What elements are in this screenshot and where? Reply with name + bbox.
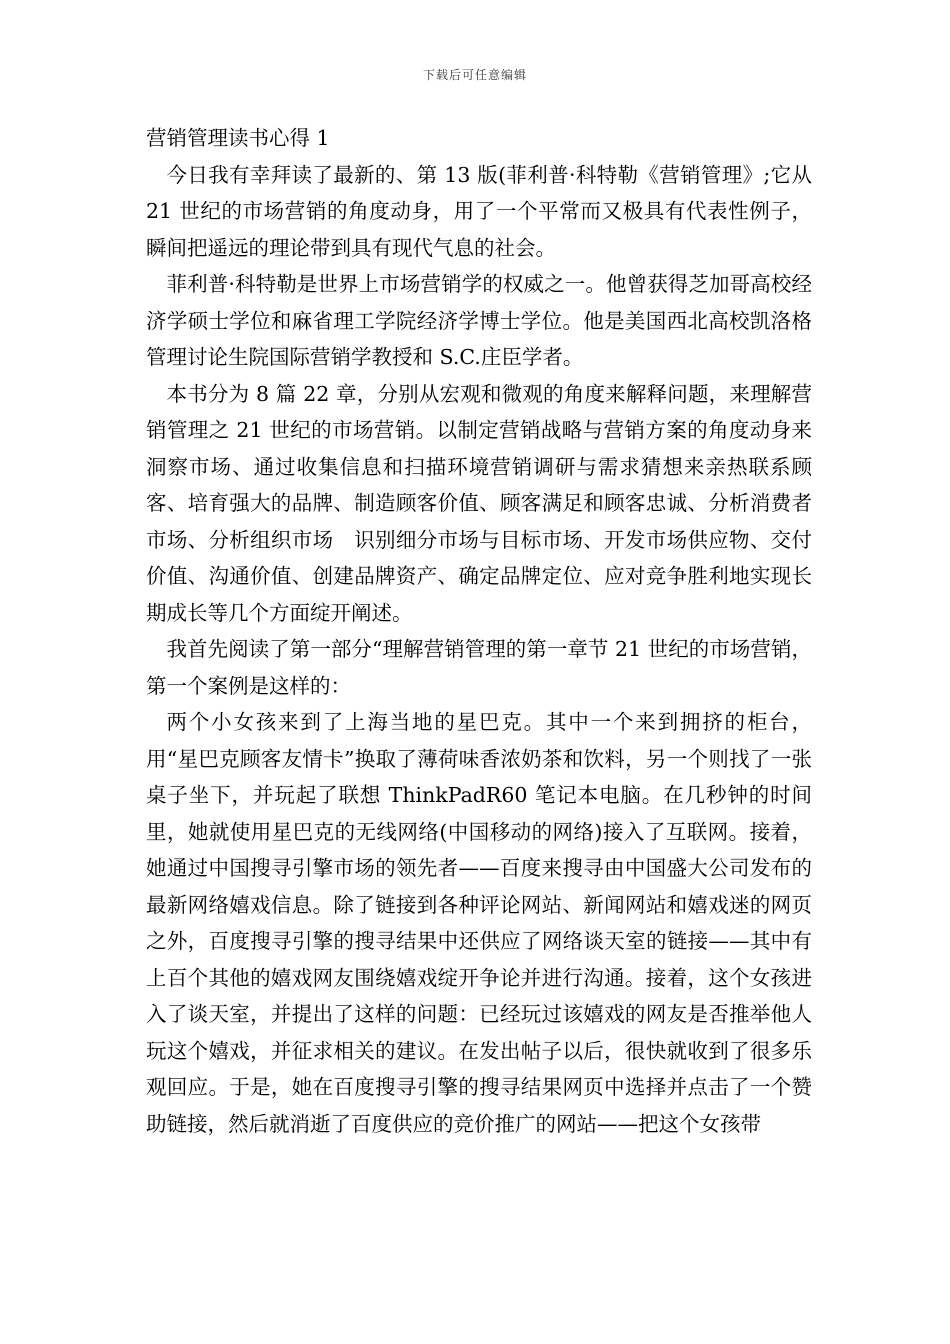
- paragraph-5: 两个小女孩来到了上海当地的星巴克。其中一个来到拥挤的柜台，用“星巴克顾客友情卡”换取了薄荷味香浓奶茶和饮料，另一个则找了一张桌子坐下，并玩起了联想 ThinkPadR60 笔记本电脑。在几秒钟的时间里，她就使用星巴克的无线网络(中国移动的网络)接入了互联网。接着，她通过中国搜寻引擎市场的领先者——百度来搜寻由中国盛大公司发布的最新网络嬉戏信息。除了链接到各种评论网站、新闻网站和嬉戏迷的网页之外，百度搜寻引擎的搜寻结果中还供应了网络谈天室的链接——其中有上百个其他的嬉戏网友围绕嬉戏绽开争论并进行沟通。接着，这个女孩进入了谈天室，并提出了这样的问题：已经玩过该嬉戏的网友是否推举他人玩这个嬉戏，并征求相关的建议。在发出帖子以后，很快就收到了很多乐观回应。于是，她在百度搜寻引擎的搜寻结果网页中选择并点击了一个赞助链接，然后就消逝了百度供应的竞价推广的网站——把这个女孩带: [146, 710, 812, 1136]
- paragraph-1: 今日我有幸拜读了最新的、第 13 版(菲利普·科特勒《营销管理》;它从 21 世纪的市场营销的角度动身，用了一个平常而又极具有代表性例子，瞬间把遥远的理论带到具有现代气息的社会。: [146, 162, 833, 260]
- page-header: 下载后可任意编辑: [422, 68, 527, 82]
- paragraph-3: 本书分为 8 篇 22 章，分别从宏观和微观的角度来解释问题，来理解营销管理之 21 世纪的市场营销。以制定营销战略与营销方案的角度动身来洞察市场、通过收集信息和扫描环境营销调研与需求猜想来亲热联系顾客、培育强大的品牌、制造顾客价值、顾客满足和顾客忠诚、分析消费者市场、分析组织市场 识别细分市场与目标市场、开发市场供应物、交付价值、沟通价值、创建品牌资产、确定品牌定位、应对竞争胜利地实现长期成长等几个方面绽开阐述。: [146, 381, 812, 625]
- document-title: 营销管理读书心得 1: [146, 126, 330, 150]
- paragraph-4: 我首先阅读了第一部分“理解营销管理的第一章节 21 世纪的市场营销，第一个案例是这样的：: [146, 637, 812, 698]
- paragraph-2: 菲利普·科特勒是世界上市场营销学的权威之一。他曾获得芝加哥高校经济学硕士学位和麻省理工学院经济学博士学位。他是美国西北高校凯洛格管理讨论生院国际营销学教授和 S.C.庄臣学者。: [146, 272, 812, 369]
- document-body: [146, 120, 833, 1142]
